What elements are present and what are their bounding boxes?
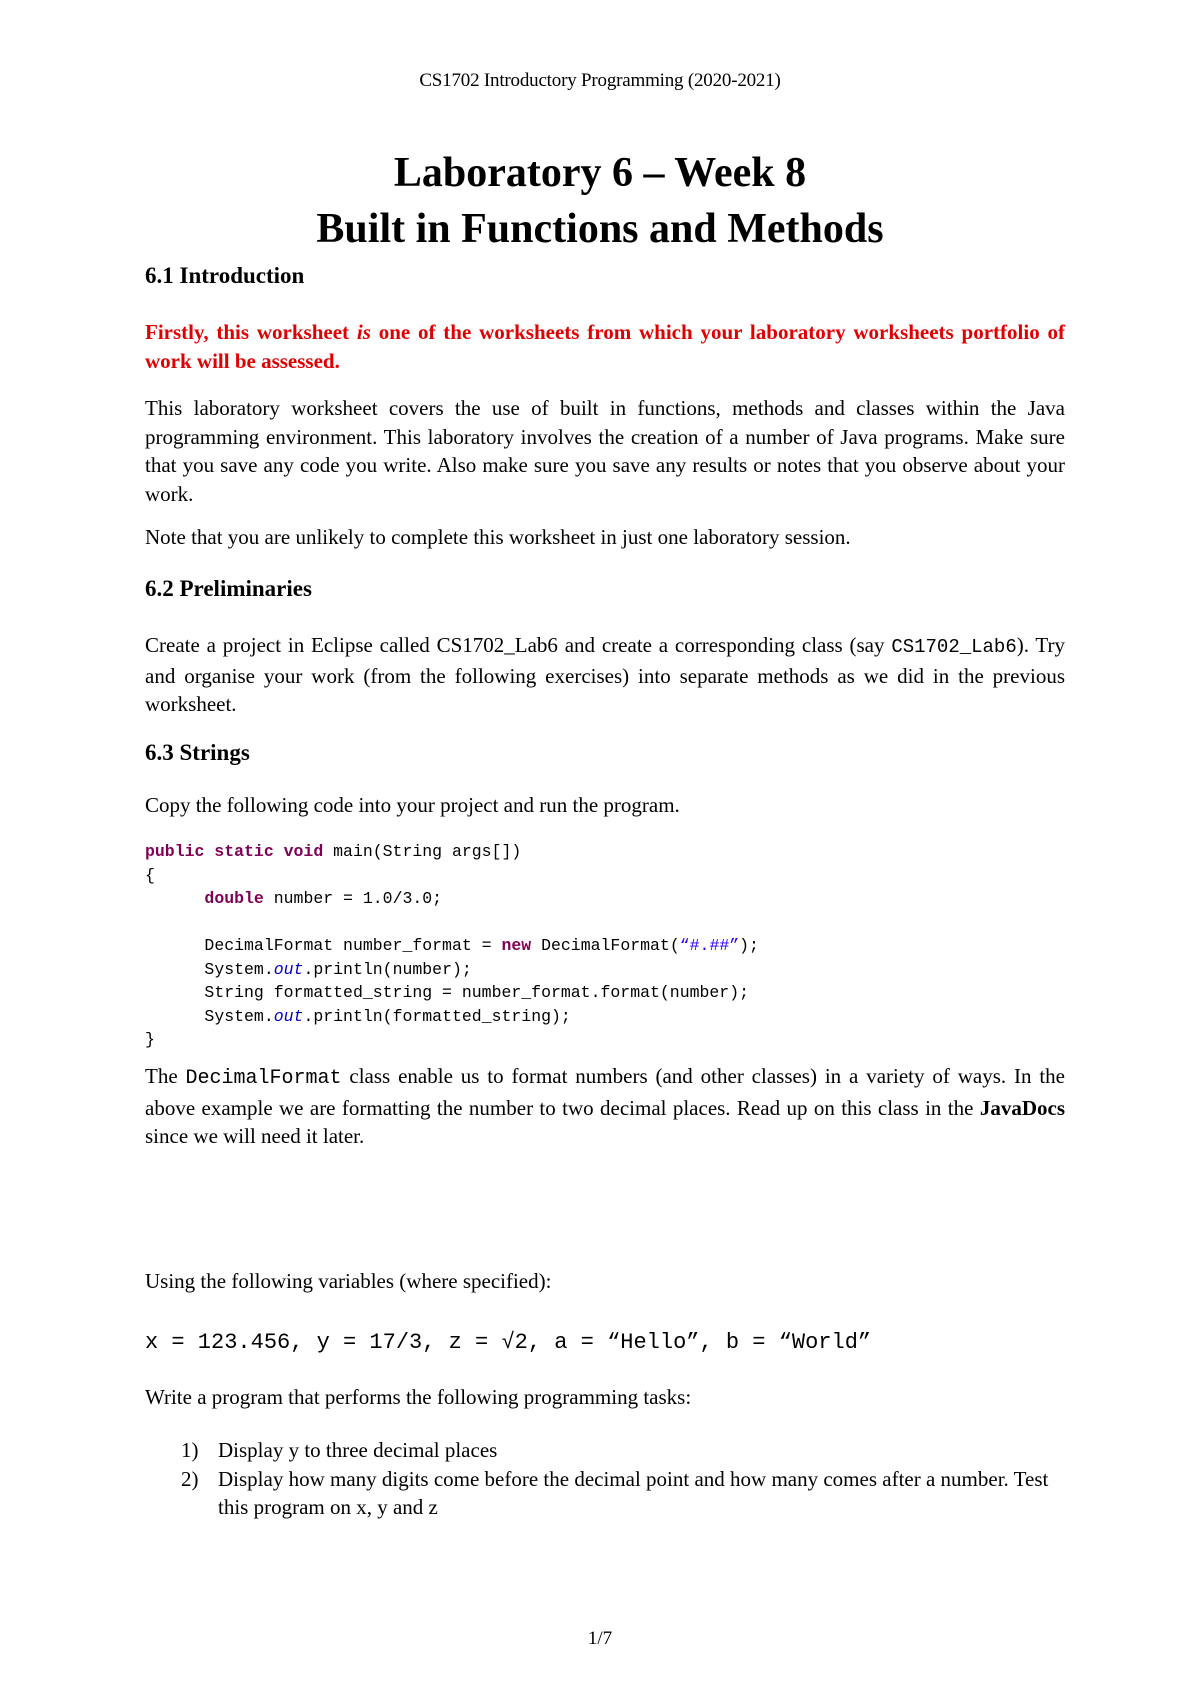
notice-start: Firstly, this worksheet	[145, 320, 357, 344]
notice-emphasis: is	[356, 320, 371, 344]
page-header: CS1702 Introductory Programming (2020-2021)	[419, 70, 781, 91]
task-item	[145, 1465, 1065, 1522]
section-heading-strings: 6.3 Strings	[145, 740, 250, 765]
title-line-1: Laboratory 6 – Week 8	[393, 150, 807, 196]
code-line-7: String formatted_string = number_format.format(number);	[204, 983, 750, 1002]
code-block	[145, 840, 759, 1052]
write-program-text: Write a program that performs the following programming tasks:	[145, 1385, 692, 1409]
code-line-5: DecimalFormat number_format = new DecimalFormat(“#.##”);	[204, 936, 759, 955]
document-title	[0, 145, 1200, 257]
code-line-6: System.out.println(number);	[204, 959, 472, 979]
javadocs-reference: JavaDocs	[979, 1095, 1065, 1120]
code-line-8: System.out.println(formatted_string);	[204, 1006, 571, 1026]
notice-end: one of the worksheets from which your laboratory worksheets portfolio of work will be assessed.	[145, 320, 1065, 373]
page-number: 1/7	[587, 1628, 613, 1649]
code-line-9: }	[145, 1030, 155, 1049]
preliminaries-paragraph	[145, 631, 1065, 719]
code-line-2: {	[145, 865, 155, 885]
using-variables-text: Using the following variables (where specified):	[145, 1269, 552, 1293]
task-item	[145, 1436, 1065, 1465]
prelim-class-name: CS1702_Lab6	[891, 636, 1017, 658]
task-text: Display y to three decimal places	[218, 1438, 498, 1462]
code-line-3: double number = 1.0/3.0;	[204, 889, 443, 908]
assessment-notice	[145, 318, 1065, 375]
task-number: 1)	[181, 1438, 199, 1462]
intro-paragraph: This laboratory worksheet covers the use of built in functions, methods and classes within the Java programming environment. This laboratory involves the creation of a number of Java programs. Make sure that you save any code you write. Also make sure you save any results or notes that you observe about your work.	[145, 396, 1065, 506]
task-text: Display how many digits come before the decimal point and how many comes after a number. Test this program on x, y and z	[218, 1466, 1049, 1519]
task-list	[145, 1436, 1065, 1522]
prelim-text-start: Create a project in Eclipse called CS1702_Lab6 and create a corresponding class (say	[145, 633, 892, 657]
code-line-blank	[145, 911, 759, 935]
decimalformat-description: The DecimalFormat class enable us to format numbers (and other classes) in a variety of ways. In the above example we are formatting the number to two decimal places. Read up on this class in the JavaDocs since we will need it later.	[145, 1064, 1065, 1148]
section-heading-preliminaries: 6.2 Preliminaries	[145, 576, 312, 601]
code-line-1: public static void main(String args[])	[145, 842, 522, 861]
session-note: Note that you are unlikely to complete this worksheet in just one laboratory session.	[145, 525, 851, 549]
decimalformat-class: DecimalFormat	[185, 1067, 342, 1090]
copy-instruction: Copy the following code into your project and run the program.	[145, 793, 680, 817]
variables-line: x = 123.456, y = 17/3, z = √2, a = “Hello”, b = “World”	[145, 1330, 872, 1355]
prelim-text-end: ). Try and organise your work (from the following exercises) into separate methods as we did in the previous worksheet.	[145, 633, 1065, 716]
title-line-2: Built in Functions and Methods	[316, 206, 884, 252]
task-number: 2)	[181, 1466, 199, 1491]
section-heading-introduction: 6.1 Introduction	[145, 263, 305, 288]
